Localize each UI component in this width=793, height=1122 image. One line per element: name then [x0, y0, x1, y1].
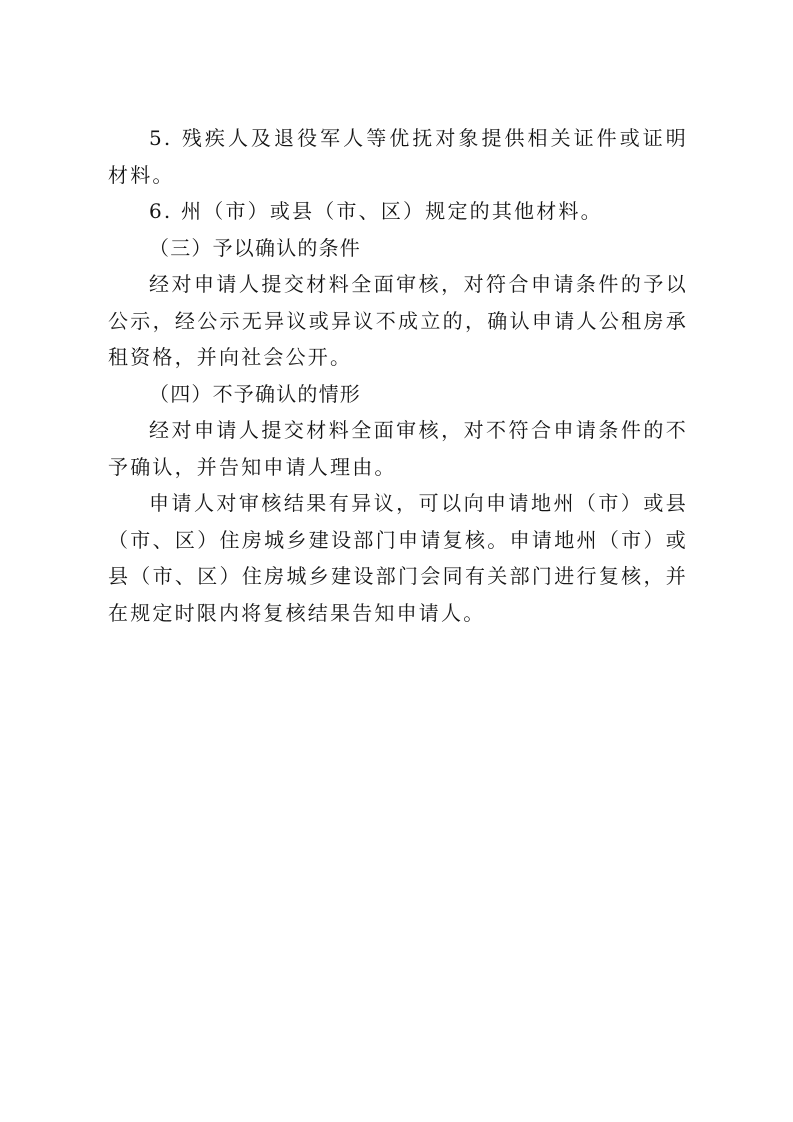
- section-heading-4: （四）不予确认的情形: [149, 381, 361, 406]
- paragraph-reject-conditions: 经对申请人提交材料全面审核，对不符合申请条件的不予确认，并告知申请人理由。: [108, 418, 688, 479]
- list-item-6: 6. 州（市）或县（市、区）规定的其他材料。: [149, 199, 603, 223]
- paragraph-confirm-conditions: 经对申请人提交材料全面审核，对符合申请条件的予以公示，经公示无异议或异议不成立的，确认申请人公租房承租资格，并向社会公开。: [108, 272, 688, 369]
- list-item-5: 5. 残疾人及退役军人等优抚对象提供相关证件或证明材料。: [108, 126, 688, 187]
- document-body: [108, 120, 688, 631]
- paragraph-review-process: 申请人对审核结果有异议，可以向申请地州（市）或县（市、区）住房城乡建设部门申请复核。申请地州（市）或县（市、区）住房城乡建设部门会同有关部门进行复核，并在规定时限内将复核结果告知申请人。: [108, 491, 688, 625]
- section-heading-3: （三）予以确认的条件: [149, 235, 361, 260]
